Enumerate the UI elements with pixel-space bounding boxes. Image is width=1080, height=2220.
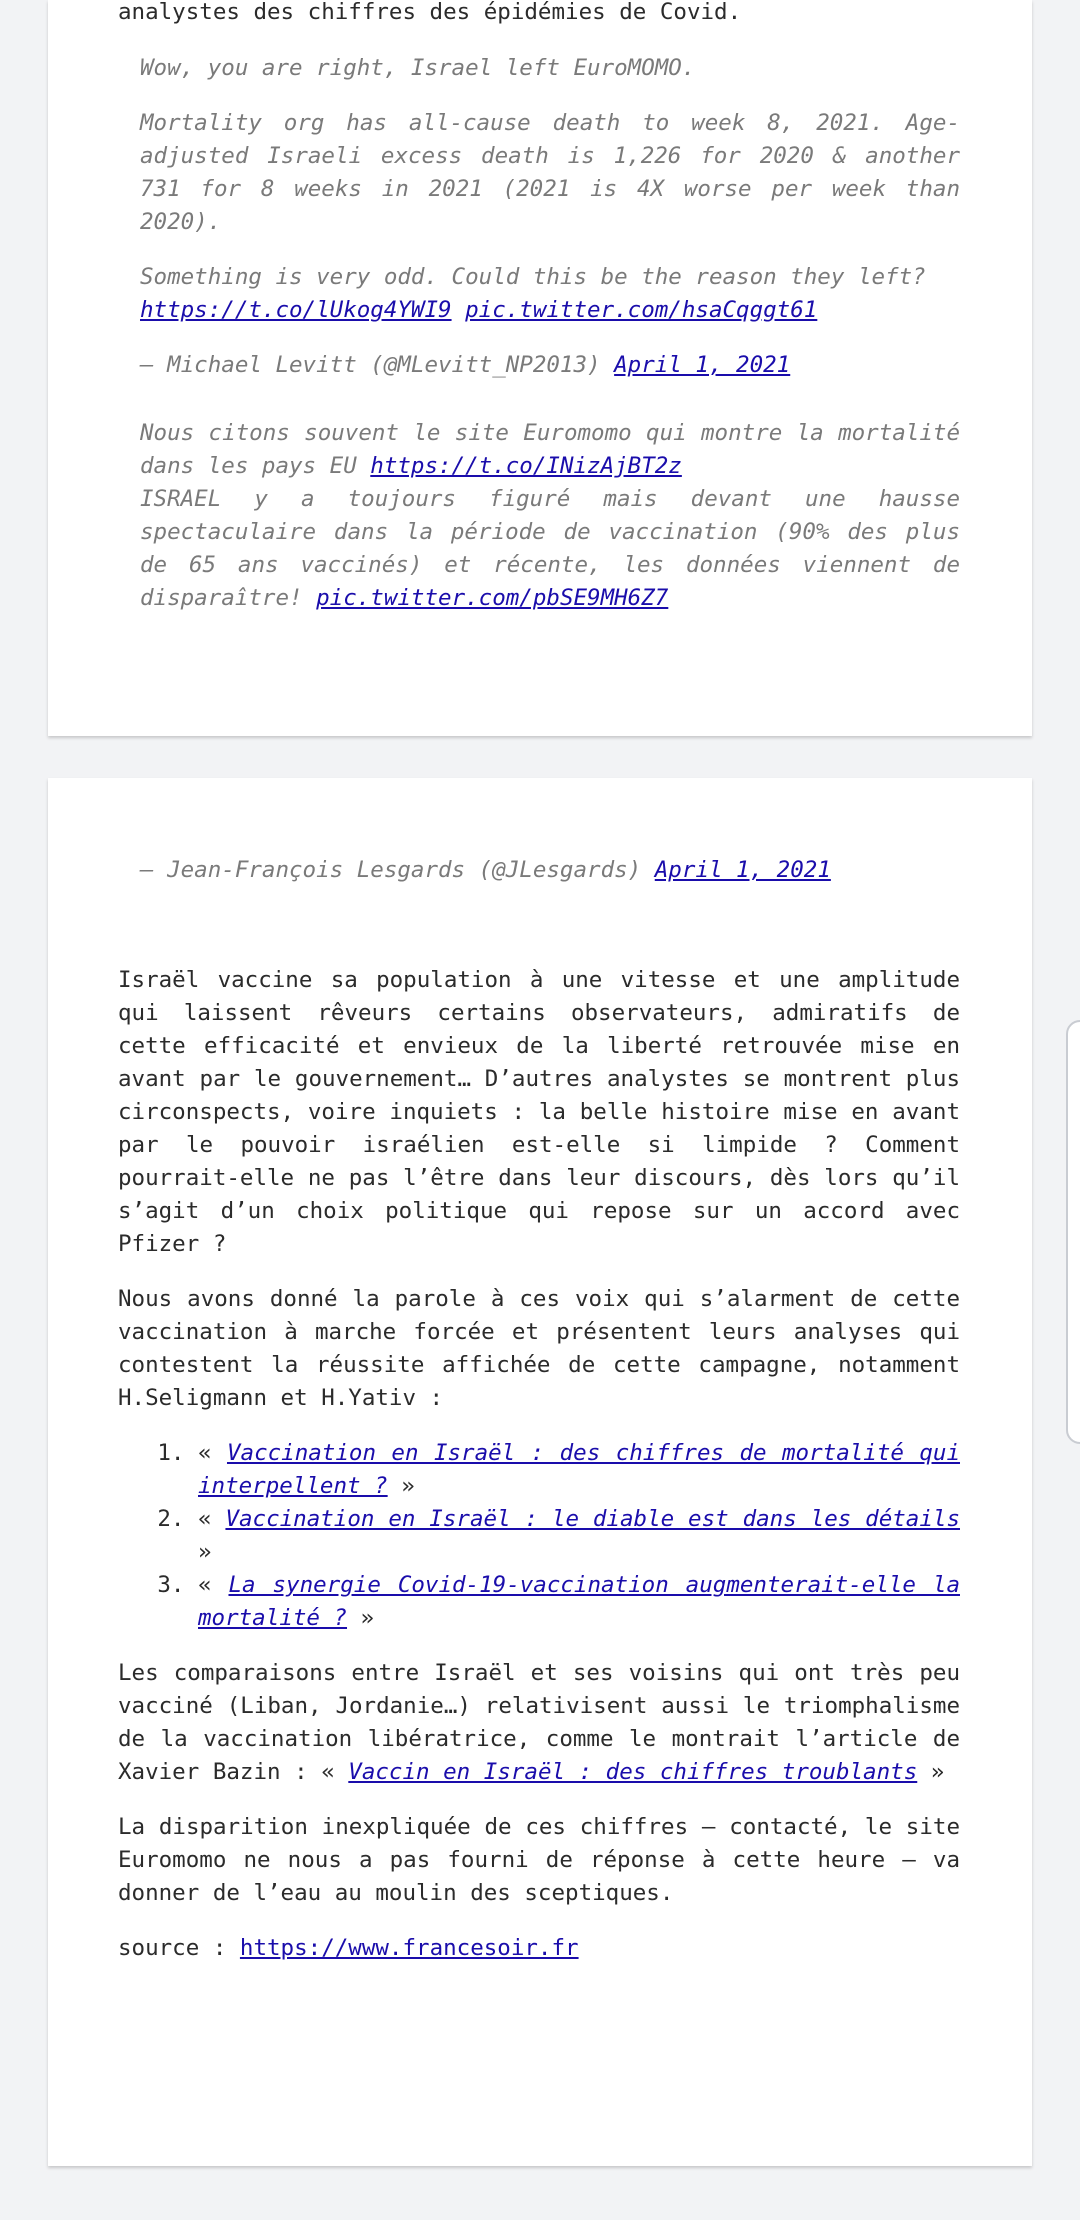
source-line bbox=[118, 1932, 960, 1965]
source-link[interactable]: https://www.francesoir.fr bbox=[239, 1935, 579, 1961]
article-paragraph: Les comparaisons entre Israël et ses voisins qui ont très peu vacciné (Liban, Jordanie…) relativisent aussi le triomphalisme de la vaccination libératrice, comme le montrait l’article de Xavier Bazin : « Vaccin en Israël : des chiffres troublants » bbox=[118, 1660, 960, 1785]
tweet-credit bbox=[140, 854, 960, 887]
tweet-link[interactable]: https://t.co/lUkog4YWI9 bbox=[140, 297, 452, 323]
list-item: 2. « Vaccination en Israël : le diable est dans les détails » bbox=[198, 1503, 960, 1569]
tweet-text: ISRAEL y a toujours figuré mais devant une hausse spectaculaire dans la période de vaccination (90% des plus de 65 ans vaccinés) et récente, les données viennent de disparaître! bbox=[140, 486, 960, 611]
article-link[interactable]: Vaccin en Israël : des chiffres troublants bbox=[348, 1759, 918, 1785]
tweet-line: Wow, you are right, Israel left EuroMOMO. bbox=[140, 55, 696, 81]
tweet-pic-link[interactable]: pic.twitter.com/pbSE9MH6Z7 bbox=[316, 585, 669, 611]
side-drawer-handle[interactable] bbox=[1066, 1020, 1080, 1444]
related-article-link[interactable]: La synergie Covid-19-vaccination augmenterait-elle la mortalité ? bbox=[198, 1572, 960, 1631]
tweet-date-link[interactable]: April 1, 2021 bbox=[614, 352, 791, 378]
tweet-pic-link[interactable]: pic.twitter.com/hsaCqggt61 bbox=[465, 297, 818, 323]
article-card-top bbox=[48, 0, 1032, 736]
source-label: source : bbox=[118, 1935, 240, 1961]
embedded-tweet-lesgards bbox=[140, 417, 960, 615]
list-item: 3. « La synergie Covid-19-vaccination augmenterait-elle la mortalité ? » bbox=[198, 1569, 960, 1635]
related-articles-list bbox=[118, 1437, 960, 1635]
tweet-author: — Michael Levitt (@MLevitt_NP2013) bbox=[140, 352, 601, 378]
tweet-text: Something is very odd. Could this be the reason they left? bbox=[140, 264, 926, 290]
tweet-date-link[interactable]: April 1, 2021 bbox=[654, 857, 831, 883]
tweet-credit bbox=[140, 349, 960, 382]
tweet-author: — Jean-François Lesgards (@JLesgards) bbox=[140, 857, 642, 883]
tweet-paragraph bbox=[140, 417, 960, 615]
related-article-link[interactable]: Vaccination en Israël : des chiffres de mortalité qui interpellent ? bbox=[198, 1440, 960, 1499]
related-article-link[interactable]: Vaccination en Israël : le diable est dans les détails bbox=[225, 1506, 960, 1532]
tweet-link[interactable]: https://t.co/INizAjBT2z bbox=[370, 453, 682, 479]
embedded-tweet-levitt bbox=[140, 52, 960, 382]
tweet-paragraph bbox=[140, 261, 960, 327]
article-paragraph: Nous avons donné la parole à ces voix qui s’alarment de cette vaccination à marche forcée et présentent leurs analyses qui contestent la réussite affichée de cette campagne, notamment H.Seligmann et H.Yativ : bbox=[118, 1286, 960, 1411]
intro-text: analystes des chiffres des épidémies de Covid. bbox=[118, 0, 742, 25]
article-paragraph: La disparition inexpliquée de ces chiffres — contacté, le site Euromomo ne nous a pas fourni de réponse à cette heure — va donner de l’eau au moulin des sceptiques. bbox=[118, 1814, 960, 1906]
tweet-text: Nous citons souvent le site Euromomo qui montre la mortalité dans les pays EU bbox=[140, 420, 960, 479]
list-item: 1. « Vaccination en Israël : des chiffres de mortalité qui interpellent ? » bbox=[198, 1437, 960, 1503]
tweet-paragraph: Mortality org has all-cause death to week 8, 2021. Age-adjusted Israeli excess death is 1,226 for 2020 & another 731 for 8 weeks in 2021 (2021 is 4X worse per week than 2020). bbox=[140, 110, 960, 235]
article-card-main bbox=[48, 778, 1032, 2166]
article-body bbox=[118, 964, 960, 1965]
article-paragraph: Israël vaccine sa population à une vitesse et une amplitude qui laissent rêveurs certains observateurs, admiratifs de cette efficacité et envieux de la liberté retrouvée mise en avant par le gouvernement… D’autres analystes se montrent plus circonspects, voire inquiets : la belle histoire mise en avant par le pouvoir israélien est-elle si limpide ? Comment pourrait-elle ne pas l’être dans leur discours, dès lors qu’il s’agit d’un choix politique qui repose sur un accord avec Pfizer ? bbox=[118, 967, 960, 1257]
